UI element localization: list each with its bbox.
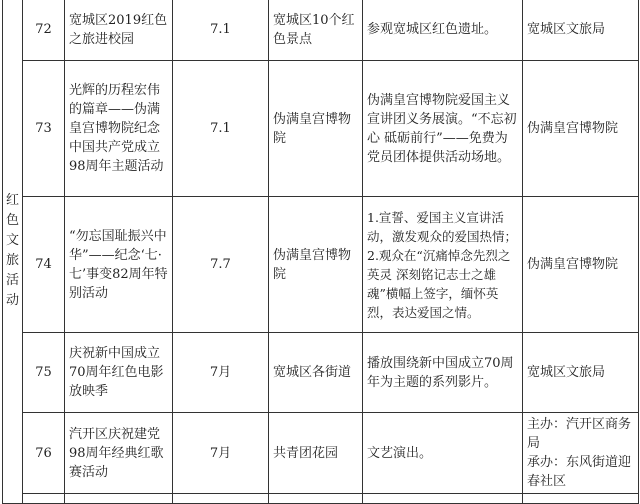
activity-name: 宽城区2019红色之旅进校园 — [65, 0, 173, 61]
activity-table — [2, 0, 639, 504]
table-row — [3, 413, 639, 494]
row-number: 76 — [23, 413, 65, 494]
activity-location: 宽城区各街道 — [269, 333, 363, 413]
activity-location: 伪满皇宫博物院 — [269, 197, 363, 333]
row-number: 73 — [23, 61, 65, 197]
activity-location: 宽城区10个红色景点 — [269, 0, 363, 61]
table-row — [3, 333, 639, 413]
activity-content: 伪满皇宫博物院爱国主义宣讲团义务展演。“不忘初心 砥砺前行”——免费为党员团体提供活动场地。 — [363, 61, 523, 197]
row-number: 72 — [23, 0, 65, 61]
row-number: 75 — [23, 333, 65, 413]
activity-date: 7.1 — [173, 0, 269, 61]
activity-date: 7月 — [173, 333, 269, 413]
organizer-host: 主办：汽开区商务局 — [527, 417, 632, 451]
row-number: 74 — [23, 197, 65, 333]
activity-organizer: 宽城区文旅局 — [523, 333, 639, 413]
activity-content: 播放围绕新中国成立70周年为主题的系列影片。 — [363, 333, 523, 413]
table-row — [3, 0, 639, 61]
activity-organizer: 伪满皇宫博物院 — [523, 197, 639, 333]
activity-date: 7.7 — [173, 197, 269, 333]
activity-organizer — [523, 413, 639, 494]
activity-content: 文艺演出。 — [363, 413, 523, 494]
activity-name: 汽开区庆祝建党98周年经典红歌赛活动 — [65, 413, 173, 494]
activity-date: 7月 — [173, 413, 269, 494]
category-label: 红色文旅活动 — [5, 193, 19, 308]
activity-organizer: 宽城区文旅局 — [523, 0, 639, 61]
activity-location: 伪满皇宫博物院 — [269, 61, 363, 197]
table-row — [3, 61, 639, 197]
activity-content: 参观宽城区红色遗址。 — [363, 0, 523, 61]
activity-name: 光辉的历程宏伟的篇章——伪满皇宫博物院纪念中国共产党成立98周年主题活动 — [65, 61, 173, 197]
table-row — [3, 197, 639, 333]
organizer-co: 承办：东风街道迎春社区 — [527, 455, 632, 489]
activity-date: 7.1 — [173, 61, 269, 197]
activity-location: 共青团花园 — [269, 413, 363, 494]
activity-name: 庆祝新中国成立70周年红色电影放映季 — [65, 333, 173, 413]
category-cell — [3, 0, 23, 504]
activity-name: “勿忘国耻振兴中华”——纪念‘七·七’事变82周年特别活动 — [65, 197, 173, 333]
table-row-partial — [3, 494, 639, 504]
activity-organizer: 伪满皇宫博物院 — [523, 61, 639, 197]
activity-content: 1.宣誓、爱国主义宣讲活动，激发观众的爱国热情；2.观众在“沉痛悼念先烈之英灵 深刻铭记志士之雄魂”横幅上签字，缅怀英烈，表达爱国之情。 — [363, 197, 523, 333]
